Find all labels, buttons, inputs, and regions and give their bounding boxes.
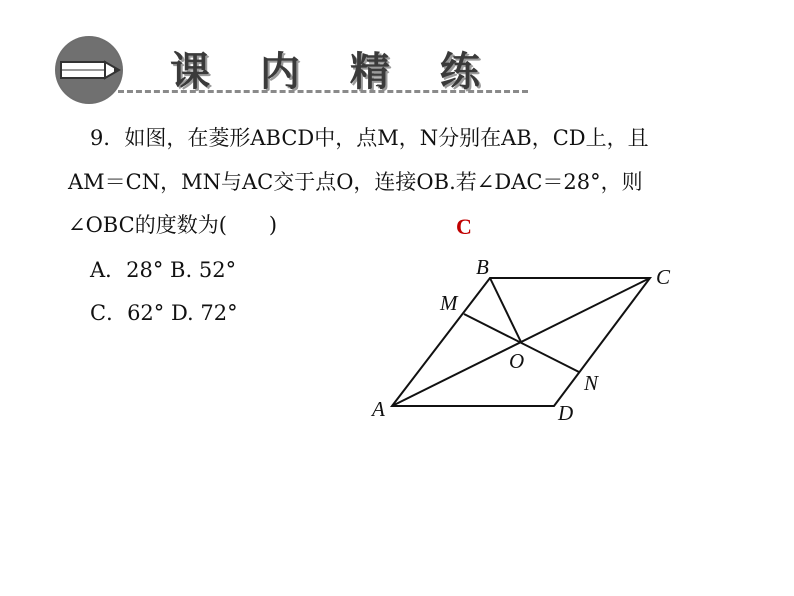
pencil-icon: [55, 36, 123, 104]
question-line-2: AM＝CN，MN与AC交于点O，连接OB.若∠DAC＝28°，则: [68, 170, 643, 194]
section-title: 课 内 精 练: [170, 49, 498, 95]
label-n: N: [584, 371, 599, 395]
question-line-1: 9．如图，在菱形ABCD中，点M，N分别在AB，CD上，且: [90, 126, 649, 150]
header-divider: [118, 90, 528, 93]
answer-blank: ( ): [218, 213, 278, 237]
label-b: B: [476, 255, 489, 279]
question-stem-end: ∠OBC的度数为: [68, 213, 219, 237]
options-row-2: C．62° D. 72°: [90, 301, 238, 325]
question-line-3: [68, 215, 277, 236]
rhombus-figure: [360, 252, 700, 432]
label-o: O: [509, 349, 525, 373]
label-m: M: [440, 291, 458, 315]
segment-ob: [490, 278, 521, 342]
label-c: C: [656, 265, 671, 289]
answer-mark: C: [456, 214, 472, 239]
options-row-1: A．28° B. 52°: [90, 258, 237, 282]
label-d: D: [558, 401, 574, 425]
section-badge: [55, 36, 123, 104]
label-a: A: [372, 397, 385, 421]
